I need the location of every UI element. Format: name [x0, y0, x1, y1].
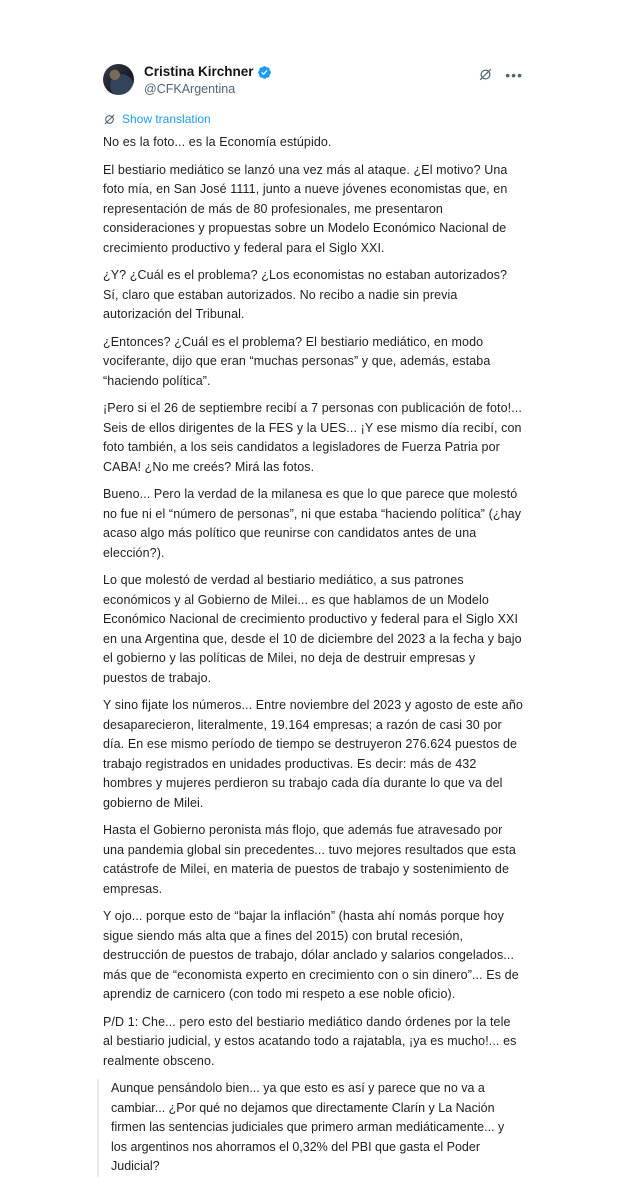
tweet-paragraph: El bestiario mediático se lanzó una vez más al ataque. ¿El motivo? Una foto mía, en San José 1111, junto a nueve jóvenes economistas que, en representación de más de 80 profesionales, me presentaron consideraciones y propuestas sobre un Modelo Económico Nacional de crecimiento productivo y federal para el Siglo XXI.	[103, 162, 508, 255]
tweet-paragraph: Lo que molestó de verdad al bestiario mediático, a sus patrones económicos y al Gobierno de Milei... es que hablamos de un Modelo Económico Nacional de crecimiento productivo y federal para el Siglo XXI en una Argentina que, desde el 10 de diciembre del 2023 a la fecha y bajo el gobierno y las políticas de Milei, no deja de destruir empresas y puestos de trabajo.	[103, 573, 522, 685]
more-options-icon[interactable]: •••	[505, 66, 523, 83]
tweet-paragraph: ¡Pero si el 26 de septiembre recibí a 7 personas con publicación de foto!... Seis de ellos dirigentes de la FES y la UES... ¡Y ese mismo día recibí, con foto también, a los seis candidatos a legisladores de Fuerza Patria por CABA! ¿No me creés? Mirá las fotos.	[103, 401, 522, 474]
tweet-paragraph: P/D 1: Che... pero esto del bestiario mediático dando órdenes por la tele al bestiario judicial, y estos acatando todo a rajatabla, ¡ya es mucho!... es realmente obsceno.	[103, 1014, 517, 1068]
verified-badge-icon	[257, 65, 272, 80]
profile-avatar[interactable]	[103, 64, 134, 95]
grok-actions-icon[interactable]	[478, 67, 493, 82]
author-handle[interactable]: @CFKArgentina	[144, 82, 236, 97]
tweet-paragraph: Y ojo... porque esto de “bajar la inflación” (hasta ahí nomás porque hoy sigue siendo más alta que a fines del 2015) con brutal recesión, destrucción de puestos de trabajo, dólar anclado y salarios congelados... más que de “economista experto en crecimiento con o sin dinero”... Es de aprendiz de carnicero (con todo mi respeto a ese noble oficio).	[103, 909, 519, 1002]
tweet-header	[103, 64, 523, 97]
tweet-paragraph: No es la foto... es la Economía estúpido.	[103, 135, 332, 150]
tweet-body	[103, 133, 523, 1071]
author-display-name[interactable]: Cristina Kirchner	[144, 64, 254, 79]
tweet-quote-paragraph: Aunque pensándolo bien... ya que esto es así y parece que no va a cambiar... ¿Por qué no dejamos que directamente Clarín y La Nación firmen las sentencias judiciales que primero arman mediáticamente... y los argentinos nos ahorramos el 0,32% del PBI que gasta el Poder Judicial?	[111, 1081, 505, 1174]
tweet-quote-block	[97, 1079, 523, 1177]
tweet-paragraph: Bueno... Pero la verdad de la milanesa es que lo que parece que molestó no fue ni el “número de personas”, ni que estaba “haciendo política” (¿hay acaso algo más político que reunirse con candidatos antes de una elección?).	[103, 487, 522, 560]
tweet-paragraph: Hasta el Gobierno peronista más flojo, que además fue atravesado por una pandemia global sin precedentes... tuvo mejores resultados que esta catástrofe de Milei, en materia de puestos de trabajo y sostenimiento de empresas.	[103, 823, 516, 896]
header-actions	[478, 64, 523, 82]
tweet-paragraph: Y sino fijate los números... Entre noviembre del 2023 y agosto de este año desaparecieron, literalmente, 19.164 empresas; a razón de casi 30 por día. En ese mismo período de tiempo se destruyeron 276.624 puestos de trabajo registrados en unidades productivas. Es decir: más de 432 hombres y mujeres perdieron su trabajo cada día durante lo que va del gobierno de Milei.	[103, 698, 523, 810]
tweet-paragraph: ¿Entonces? ¿Cuál es el problema? El bestiario mediático, en modo vociferante, dijo que eran “muchas personas” y que, además, estaba “haciendo política”.	[103, 334, 491, 388]
show-translation-label: Show translation	[122, 112, 211, 127]
tweet-detail	[103, 64, 523, 1177]
show-translation-button[interactable]	[103, 112, 523, 126]
author-identity	[144, 64, 272, 97]
grok-translate-icon	[103, 113, 116, 126]
tweet-paragraph: ¿Y? ¿Cuál es el problema? ¿Los economistas no estaban autorizados? Sí, claro que estaban autorizados. No recibo a nadie sin previa autorización del Tribunal.	[103, 268, 508, 322]
